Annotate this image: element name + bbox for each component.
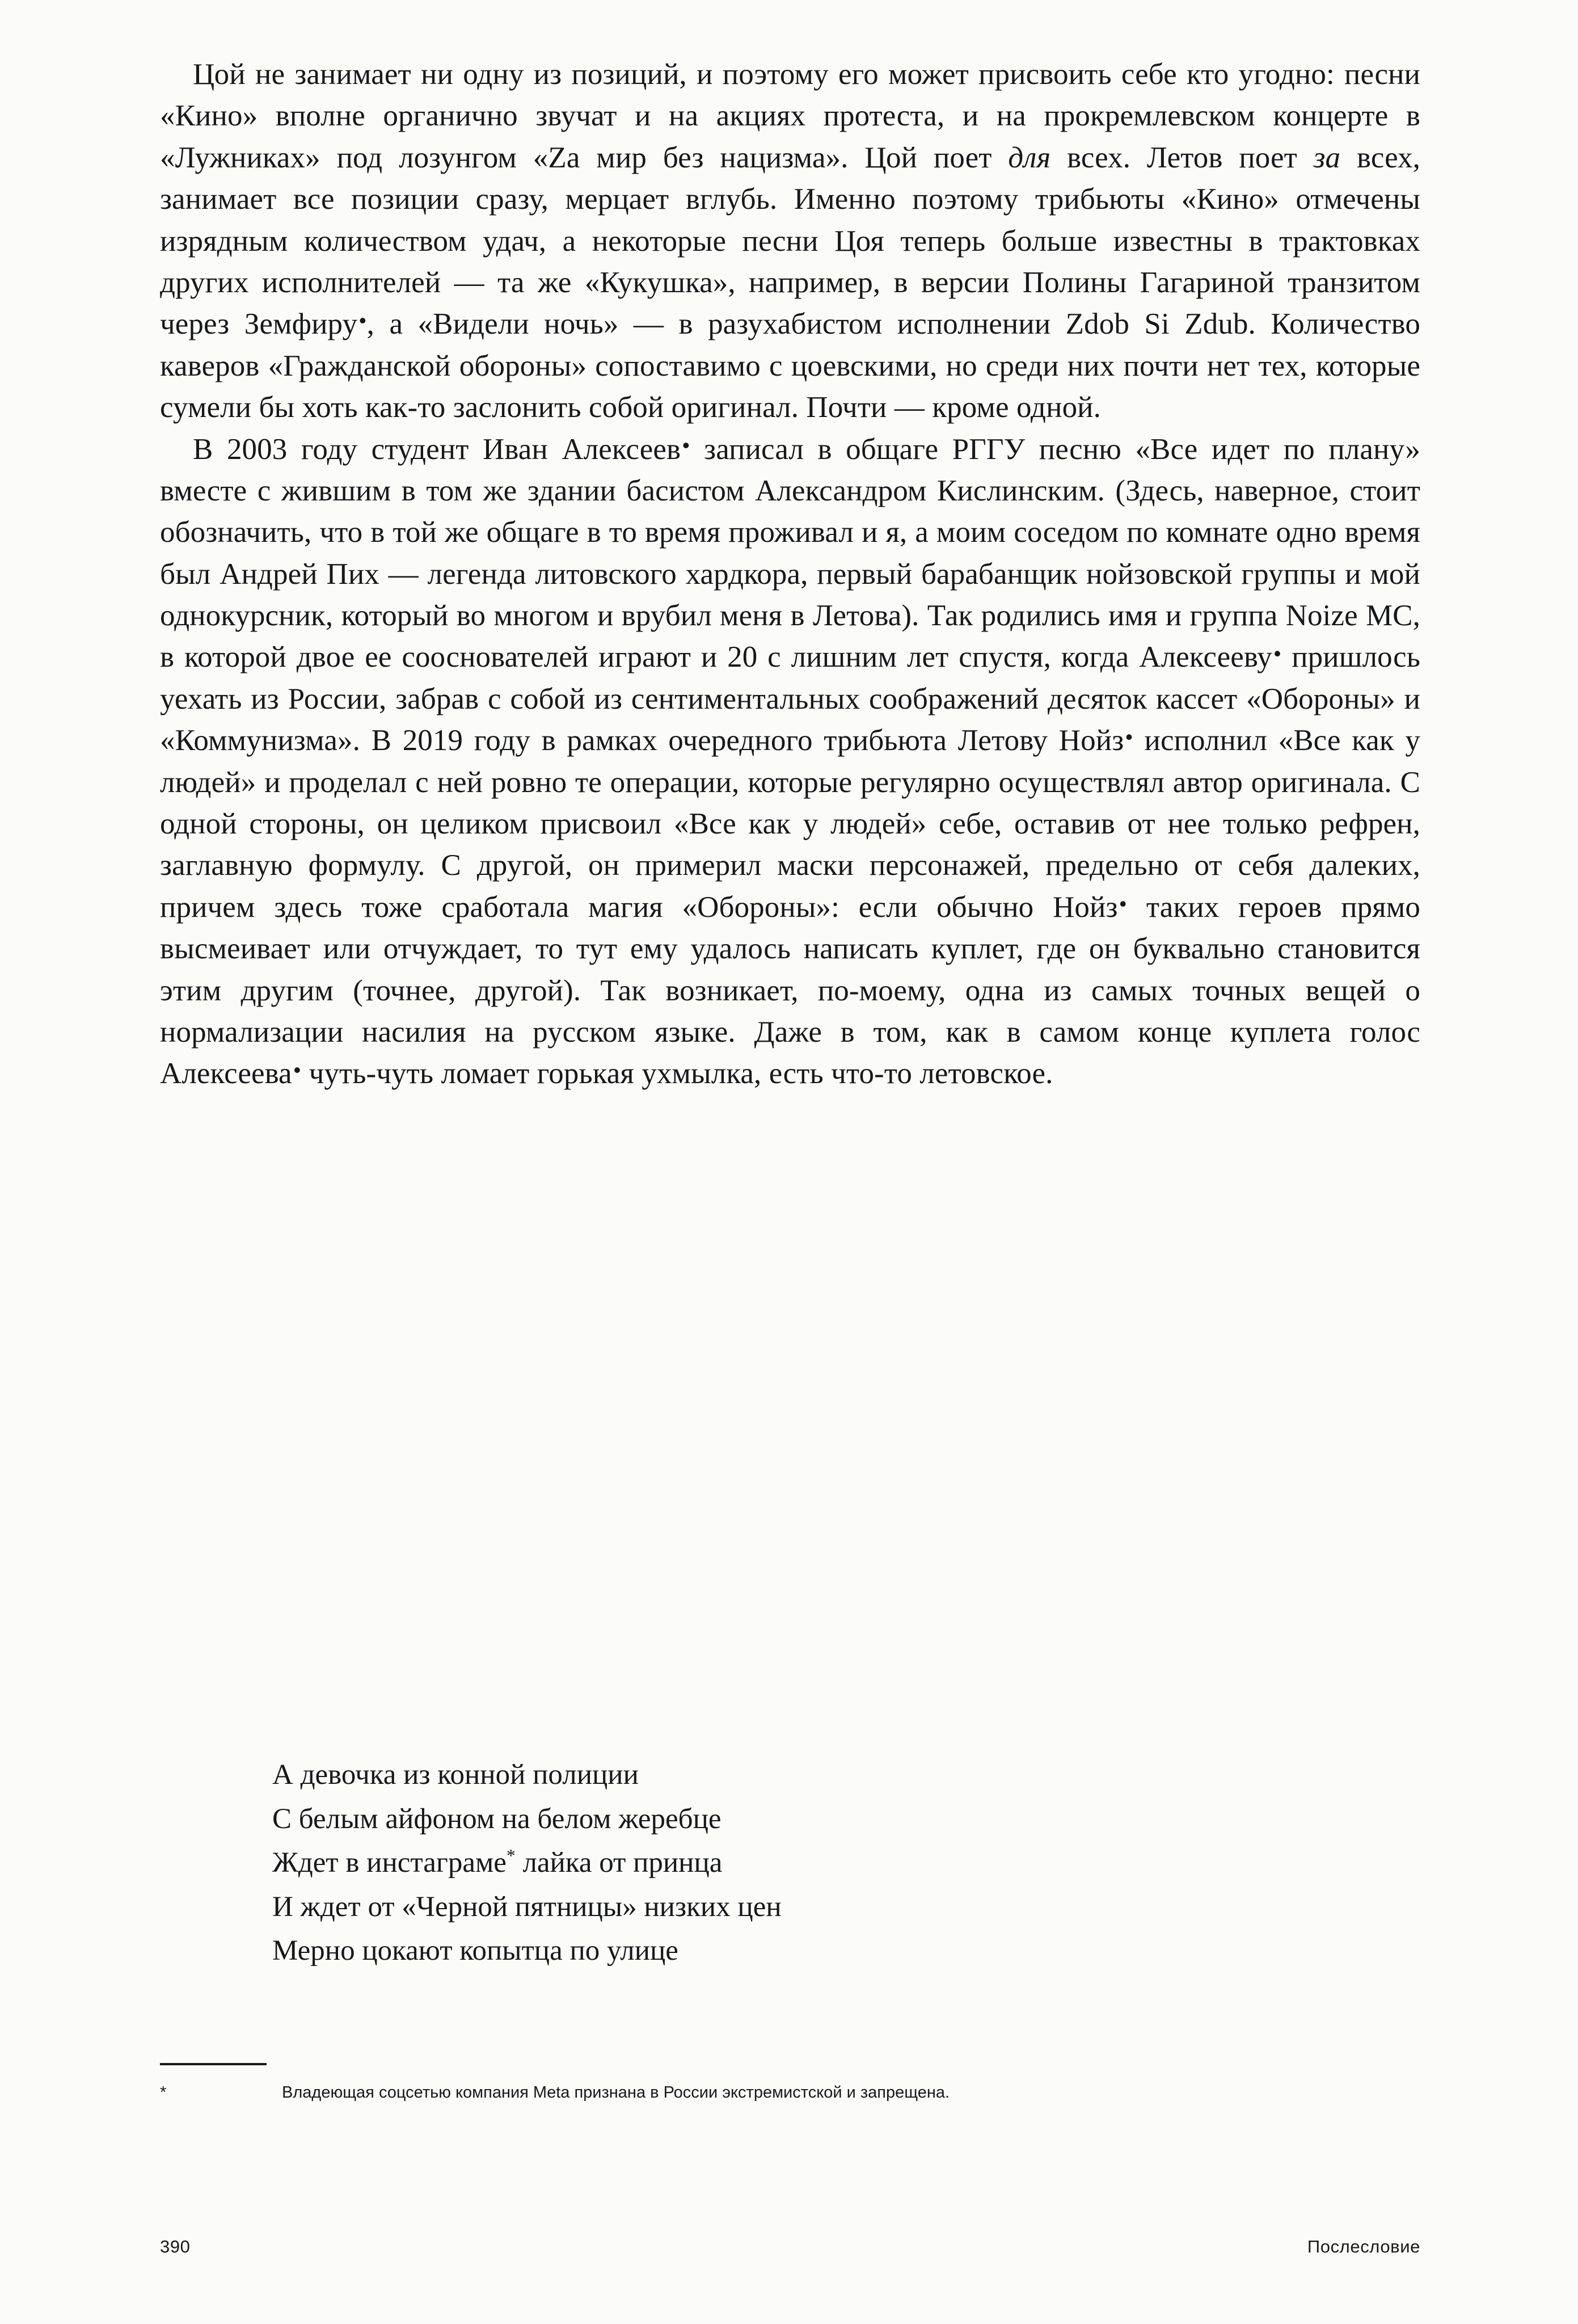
page-number: 390 — [160, 2237, 191, 2256]
paragraph-1-text: Цой не занимает ни одну из позиций, и поэтому его может присвоить себе кто угодно: песни «Кино» вполне органично звучат и на акциях протеста, и на прокремлевском концерте в «Лужниках» под лозунгом «Za мир без нацизма». Цой поет для всех. Летов поет за всех, занимает все позиции сразу, мерцает вглубь. Именно поэтому трибьюты «Кино» отмечены изрядным количеством удач, а некоторые песни Цоя теперь больше известны в трактовках других исполнителей — та же «Кукушка», например, в версии Полины Гагариной транзитом через Земфиру•, а «Видели ночь» — в разухабистом исполнении Zdob Si Zdub. Количество каверов «Гражданской обороны» сопоставимо с цоевскими, но среди них почти нет тех, которые сумели бы хоть как-то заслонить собой оригинал. Почти — кроме одной. — [160, 58, 1420, 424]
footnote-text: Владеющая соцсетью компания Meta признана в России экстремистской и запрещена. — [282, 2083, 950, 2102]
verse-line: И ждет от «Черной пятницы» низких цен — [272, 1891, 782, 1923]
paragraph-1 — [160, 54, 1420, 429]
footnote — [160, 2081, 1420, 2104]
footnote-marker: * — [160, 2083, 167, 2102]
footnote-divider — [160, 2063, 267, 2065]
text-column — [160, 54, 1420, 1095]
paragraph-2-text: В 2003 году студент Иван Алексеев• записал в общаге РГГУ песню «Все идет по плану» вместе с жившим в том же здании басистом Александром Кислинским. (Здесь, наверное, стоит обозначить, что в той же общаге в то время проживал и я, а моим соседом по комнате одно время был Андрей Пих — легенда литовского хардкора, первый барабанщик нойзовской группы и мой однокурсник, который во многом и врубил меня в Летова). Так родились имя и группа Noize MC, в которой двое ее сооснователей играют и 20 с лишним лет спустя, когда Алексееву• пришлось уехать из России, забрав с собой из сентиментальных соображений десяток кассет «Обороны» и «Коммунизма». В 2019 году в рамках очередного трибьюта Летову Нойз• исполнил «Все как у людей» и проделал с ней ровно те операции, которые регулярно осуществлял автор оригинала. С одной стороны, он целиком присвоил «Все как у людей» себе, оставив от нее только рефрен, заглавную формулу. С другой, он примерил маски персонажей, предельно от себя далеких, причем здесь тоже сработала магия «Обороны»: если обычно Нойз• таких героев прямо высмеивает или отчуждает, то тут ему удалось написать куплет, где он буквально становится этим другим (точнее, другой). Так возникает, по-моему, одна из самых точных вещей о нормализации насилия на русском языке. Даже в том, как в самом конце куплета голос Алексеева• чуть-чуть ломает горькая ухмылка, есть что-то летовское. — [160, 432, 1421, 1091]
running-head-section: Послесловие — [1307, 2237, 1420, 2256]
paragraph-2 — [160, 429, 1420, 1095]
verse-line: Ждет в инстаграме* лайка от принца — [272, 1846, 723, 1879]
verse-line: А девочка из конной полиции — [272, 1759, 639, 1791]
verse-line: С белым айфоном на белом жеребце — [272, 1803, 722, 1835]
verse-line: Мерно цокают копытца по улице — [272, 1935, 678, 1967]
verse-block — [272, 1753, 1271, 1973]
